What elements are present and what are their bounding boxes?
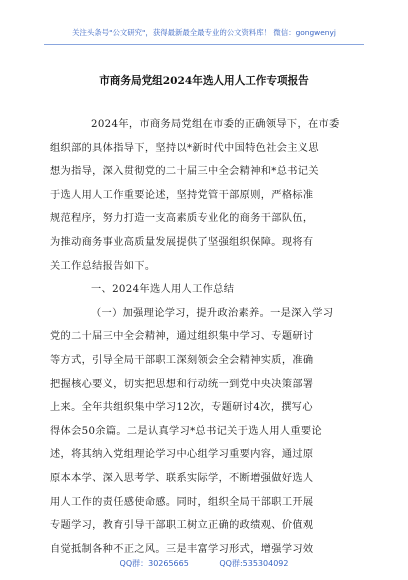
- body-line: 自觉抵制各种不正之风。三是丰富学习形式，增强学习效: [50, 543, 314, 555]
- body-line: 2024年，市商务局党组在市委的正确领导下，在市委: [91, 119, 340, 130]
- footer-qq-group-1: QQ群：30265665: [119, 559, 189, 568]
- body-line: 组织部的具体指导下，坚持以*新时代中国特色社会主义思: [50, 142, 319, 154]
- body-line: 规范程序，努力打造一支高素质专业化的商务干部队伍，: [50, 213, 314, 225]
- body-line: 于选人用人工作重要论述，坚持党管干部原则，严格标准: [50, 189, 314, 201]
- body-line: （一）加强理论学习，提升政治素养。一是深入学习: [91, 307, 334, 319]
- body-line: 专题学习，教育引导干部职工树立正确的政绩观、价值观: [50, 520, 314, 532]
- section-heading: 一、2024年选人用人工作总结: [91, 284, 235, 296]
- body-line: 关工作总结报告如下。: [50, 260, 156, 272]
- header-divider: [44, 44, 364, 45]
- body-line: 等方式，引导全局干部职工深刻领会全会精神实质，准确: [50, 354, 314, 366]
- document-body: [50, 113, 360, 561]
- body-line: 为推动商务事业高质量发展提供了坚强组织保障。现将有: [50, 236, 314, 248]
- footer-qq-group-2: QQ群:535304092: [219, 559, 289, 568]
- body-line: 得体会50余篇。二是认真学习*总书记关于选人用人重要论: [50, 425, 323, 437]
- header-note: 关注头条号"公文研究"，获得最新最全最专业的公文资料库！ 微信：gongwenyj: [72, 28, 336, 37]
- body-line: 上来。全年共组织集中学习12次，专题研讨4次，撰写心: [50, 402, 313, 414]
- body-line: 党的二十届三中全会精神，通过组织集中学习、专题研讨: [50, 331, 314, 343]
- body-line: 述，将其纳入党组理论学习中心组学习重要内容，通过原: [50, 449, 314, 461]
- body-line: 用人工作的责任感使命感。同时，组织全局干部职工开展: [50, 496, 314, 508]
- body-line: 把握核心要义，切实把思想和行动统一到党中央决策部署: [50, 378, 314, 390]
- body-line: 想为指导，深入贯彻党的二十届三中全会精神和*总书记关: [50, 166, 319, 178]
- document-title: 市商务局党组2024年选人用人工作专项报告: [99, 75, 309, 87]
- footer-qq-groups: [0, 558, 408, 569]
- body-line: 原本本学、深入思考学、联系实际学，不断增强做好选人: [50, 472, 314, 484]
